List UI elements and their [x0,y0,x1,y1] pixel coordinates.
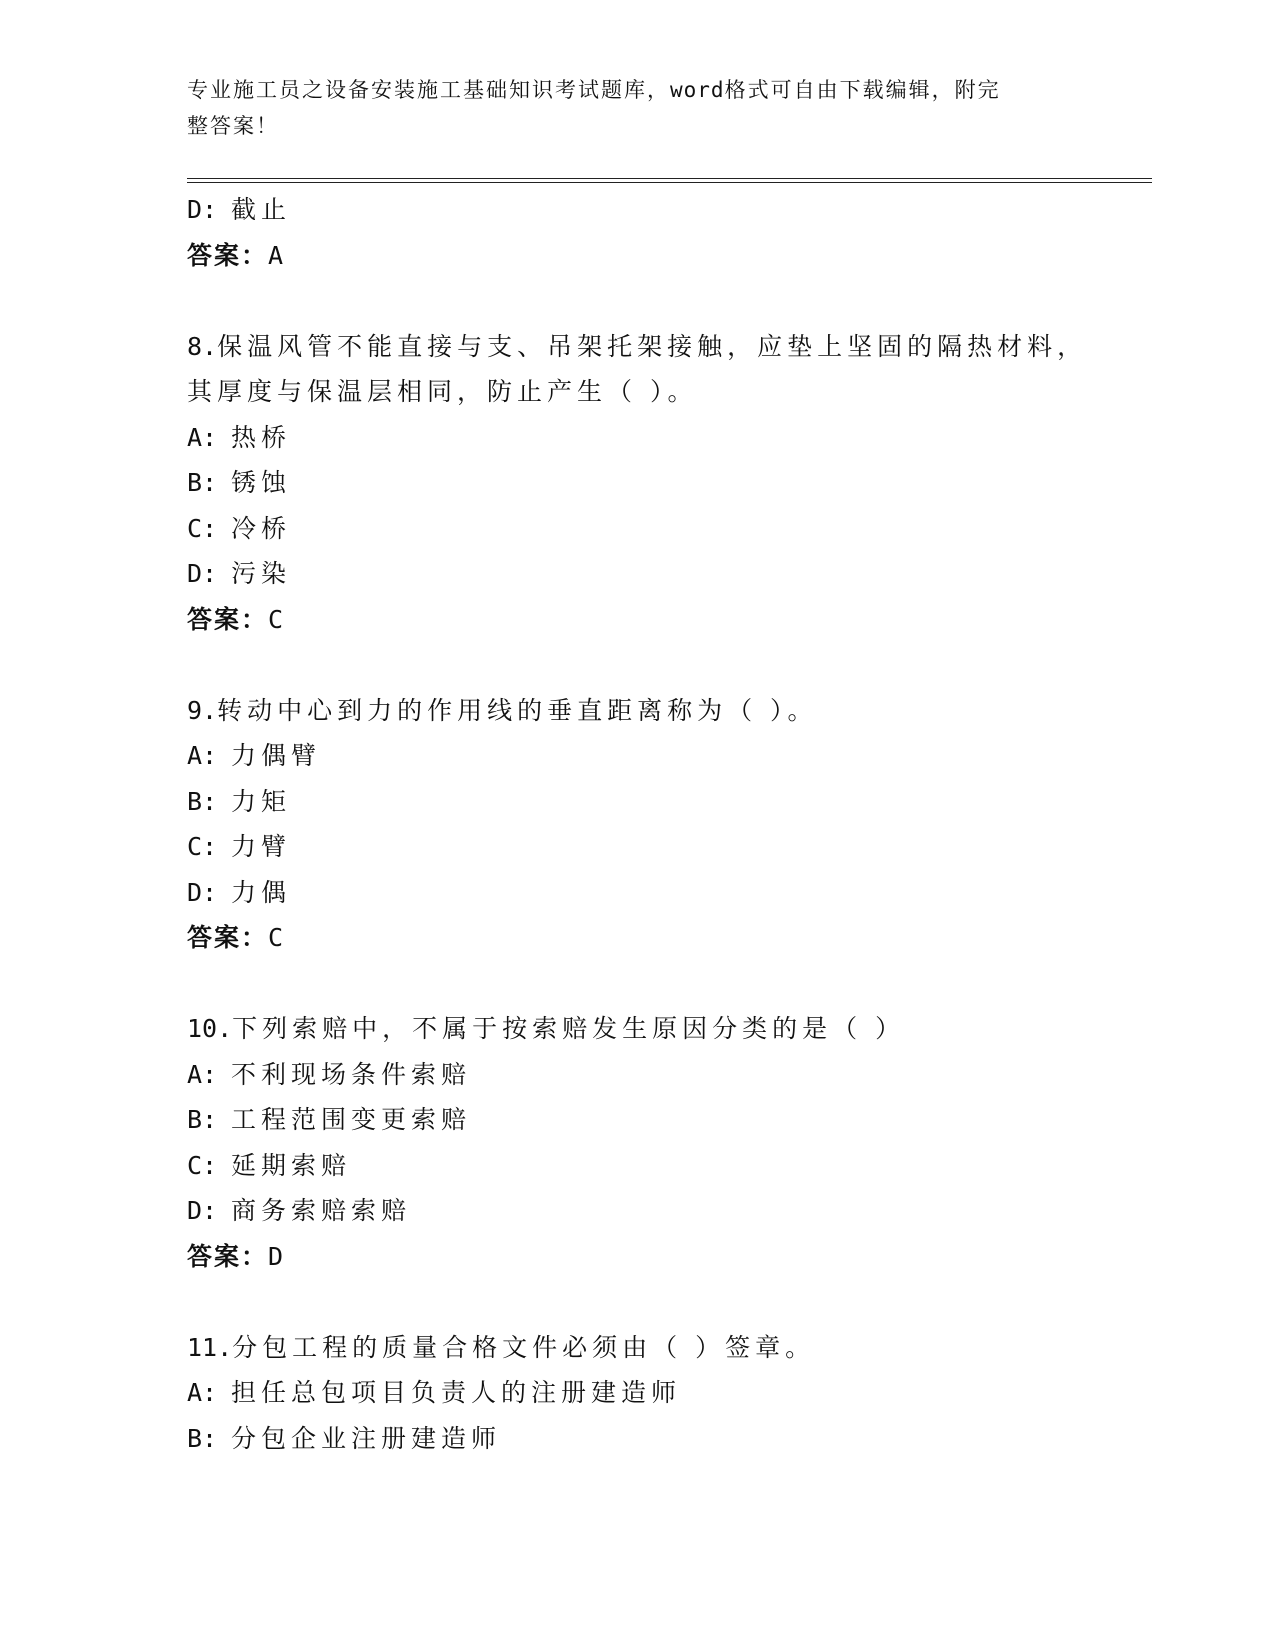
option-b [187,779,1087,825]
question-number: 9. [187,695,218,725]
option-text: 分包企业注册建造师 [231,1423,502,1453]
option-b [187,1416,1087,1462]
question-text [187,1325,1087,1371]
question-10 [187,1006,1087,1279]
question-8 [187,324,1087,643]
option-label: C: [187,1150,218,1180]
question-content [187,187,1087,1461]
option-b [187,1097,1087,1143]
option-text: 污染 [231,559,292,588]
option-text: 不利现场条件索赔 [231,1059,472,1089]
option-d-prev [187,187,1087,233]
option-a [187,733,1087,779]
question-text-line-1: 分包工程的质量合格文件必须由（ ）签章。 [232,1332,816,1362]
header-line-1 [187,72,1087,108]
answer [187,597,1087,643]
answer-prev [187,233,1087,279]
answer-label: 答案： [187,923,269,952]
question-text-line-1: 转动中心到力的作用线的垂直距离称为（ ）。 [217,695,818,725]
question-9 [187,688,1087,961]
answer-value: D [268,1241,285,1271]
option-c [187,506,1087,552]
option-text: 延期索赔 [231,1150,352,1180]
answer-value: C [268,604,285,634]
answer [187,1234,1087,1280]
option-a [187,415,1087,461]
answer-label: 答案： [187,604,269,634]
option-label: B: [187,1105,218,1134]
option-text: 力臂 [231,832,292,861]
option-label: B: [187,1423,218,1453]
answer-value: A [268,240,285,270]
question-number: 11. [187,1332,233,1362]
option-label: A: [187,1059,218,1089]
option-label: D: [187,195,218,224]
option-a [187,1052,1087,1098]
option-label: D: [187,1196,218,1225]
option-d [187,1188,1087,1234]
option-label: B: [187,468,218,497]
option-label: D: [187,877,218,907]
header-title-word: word [670,78,725,102]
option-label: A: [187,741,218,770]
option-text: 担任总包项目负责人的注册建造师 [231,1378,682,1407]
question-text-line-2: 其厚度与保温层相同，防止产生（ ）。 [187,377,698,406]
answer [187,915,1087,961]
header-divider-bottom [187,182,1152,183]
option-c [187,824,1087,870]
option-label: D: [187,559,218,588]
answer-label: 答案： [187,240,269,270]
option-text: 力偶 [231,877,292,907]
option-a [187,1370,1087,1416]
option-label: B: [187,786,218,816]
question-text [187,688,1087,734]
question-text-line-1: 保温风管不能直接与支、吊架托架接触，应垫上坚固的隔热材料， [217,331,1088,361]
option-label: C: [187,513,218,543]
option-d [187,551,1087,597]
option-d [187,870,1087,916]
document-header [187,72,1087,144]
question-number: 8. [187,331,218,361]
option-label: A: [187,422,218,452]
header-title-part1: 专业施工员之设备安装施工基础知识考试题库， [187,78,670,102]
answer-value: C [268,923,285,952]
header-divider-top [187,178,1152,179]
option-text: 锈蚀 [231,468,292,497]
option-text: 热桥 [231,422,292,452]
question-11 [187,1325,1087,1462]
header-line-2: 整答案！ [187,114,279,138]
question-text-line-1: 下列索赔中，不属于按索赔发生原因分类的是（ ） [232,1014,906,1043]
option-text: 商务索赔索赔 [231,1196,412,1225]
option-b [187,460,1087,506]
option-label: C: [187,832,218,861]
option-label: A: [187,1378,218,1407]
option-text: 力偶臂 [231,741,322,770]
question-text [187,324,1087,370]
option-text: 力矩 [231,786,292,816]
answer-label: 答案： [187,1241,269,1271]
option-c [187,1143,1087,1189]
option-text: 工程范围变更索赔 [231,1105,472,1134]
header-title-part2: 格式可自由下载编辑，附完 [724,78,1001,102]
option-text: 截止 [231,195,292,224]
question-text [187,1006,1087,1052]
option-text: 冷桥 [231,513,292,543]
question-number: 10. [187,1014,233,1043]
